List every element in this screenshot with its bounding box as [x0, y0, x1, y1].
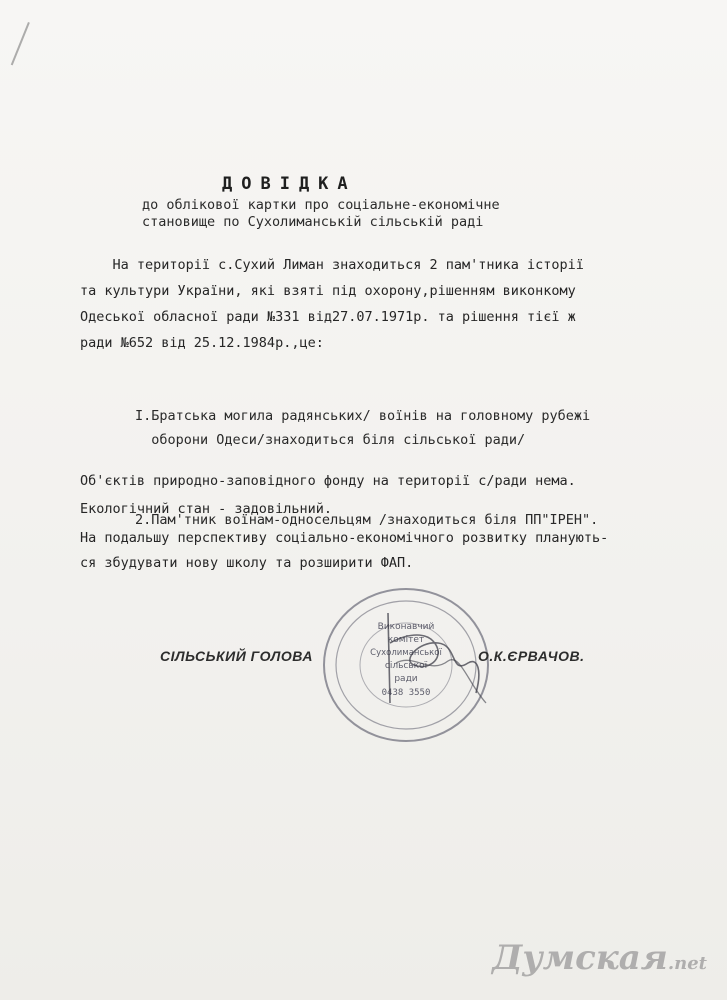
list-item: І.Братська могила радянських/ воїнів на головному рубежі оборони Одеси/знаходиться біля сільської ради/ — [135, 408, 591, 448]
watermark-main: Думская — [492, 938, 668, 978]
stamp-line: Виконавчий — [377, 622, 435, 632]
document-subtitle: до облікової картки про соціальне-економічне становище по Сухолиманській сільській раді — [142, 197, 500, 230]
signer-position: СІЛЬСЬКИЙ ГОЛОВА — [160, 648, 313, 664]
stamp-code: 0438 3550 — [381, 688, 431, 698]
paragraph-nature-reserve: Об'єктів природно-заповідного фонду на території с/ради нема. — [80, 473, 576, 489]
paragraph-plans: На подальшу перспективу соціально-економічного розвитку планують- ся збудувати нову школу та розширити ФАП. — [80, 530, 609, 571]
stamp-line: ради — [394, 674, 418, 684]
document-title: ДОВІДКА — [222, 174, 357, 194]
list-item: 2.Пам'тник воїнам-односельцям /знаходиться біля ПП"ІРЕН". — [135, 512, 599, 528]
stamp-line: Сухолиманської — [370, 648, 442, 658]
paragraph-ecology: Екологічний стан - задовільний. — [80, 501, 332, 517]
stamp-line: сільської — [384, 661, 428, 671]
signer-name: О.К.ЄРВАЧОВ. — [478, 648, 585, 664]
watermark-suffix: .net — [667, 953, 707, 974]
site-watermark — [492, 938, 707, 978]
official-stamp — [318, 583, 498, 748]
stamp-line: комітет — [387, 635, 425, 645]
paragraph-monuments: На території с.Сухий Лиман знаходиться 2 пам'тника історії та культури України, які взяті під охорону,рішенням виконкому Одеської обласної ради №331 від27.07.1971р. та рішення тієї ж ради №652 від 25.12.1984р.,це: — [80, 257, 584, 351]
pen-mark — [11, 22, 30, 65]
